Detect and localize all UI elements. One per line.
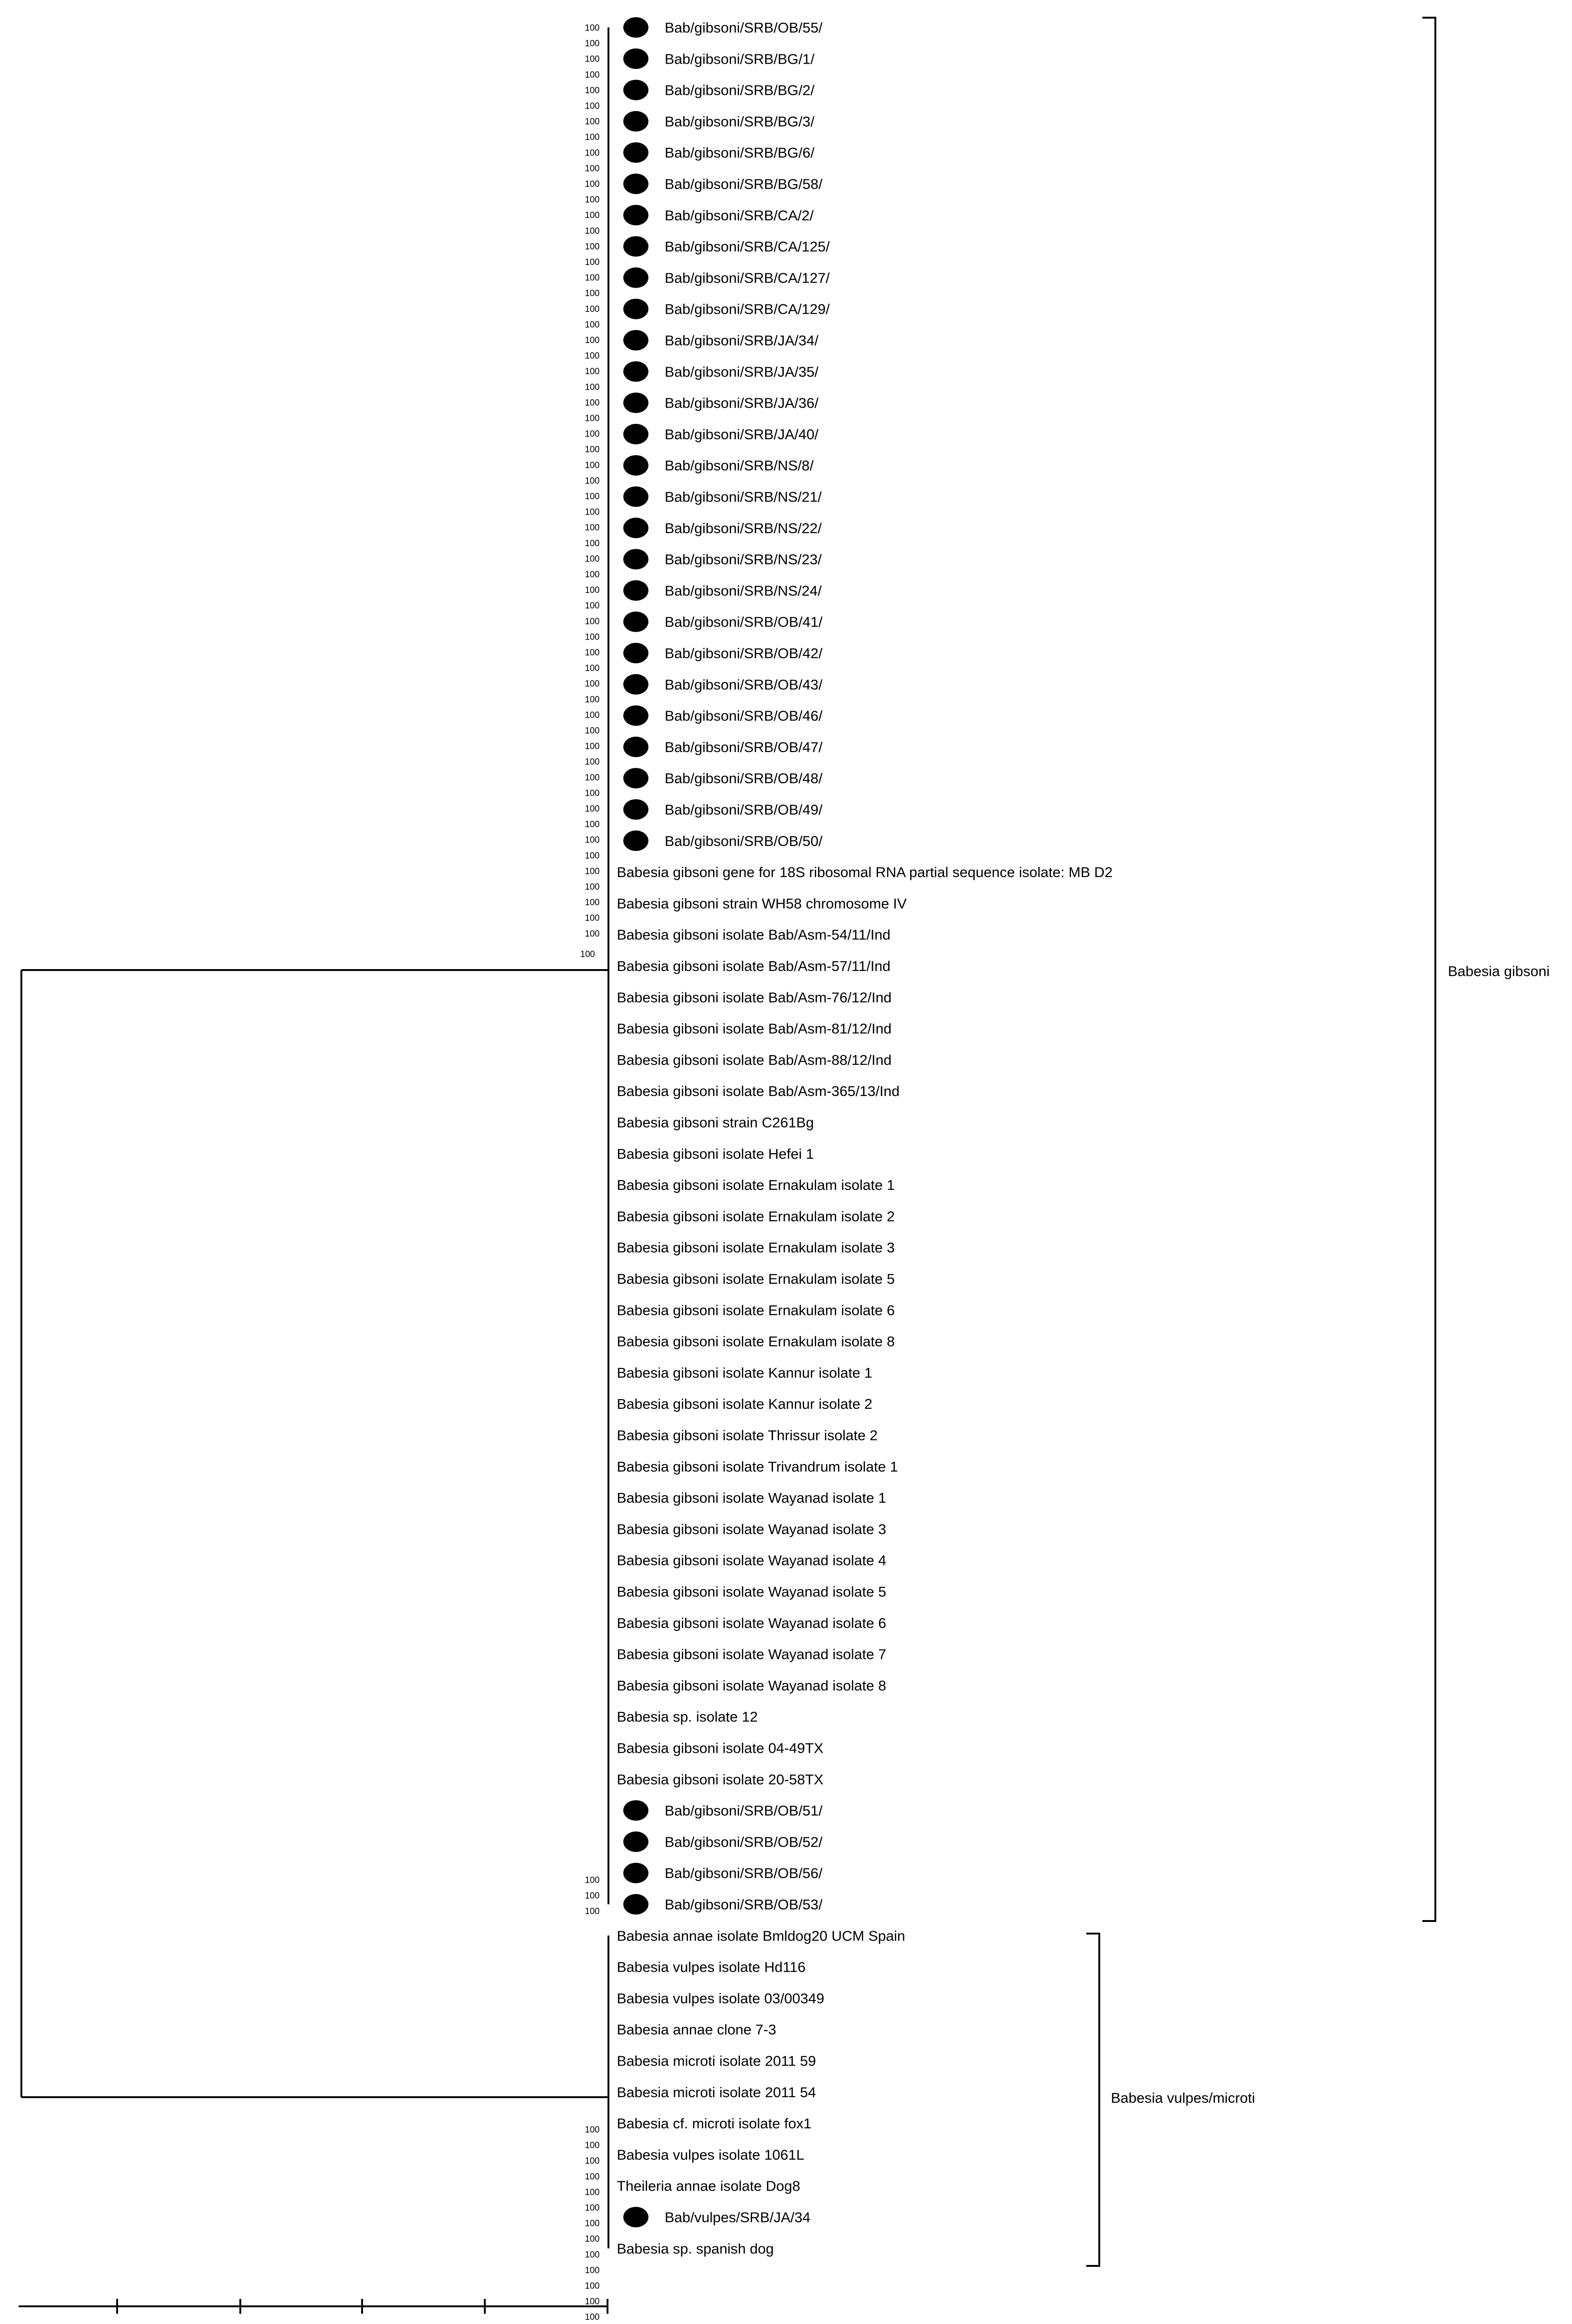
bootstrap-value: 100 — [585, 2281, 600, 2291]
taxon-label: Babesia gibsoni isolate Bab/Asm-88/12/Ind — [617, 1051, 892, 1068]
taxon-label: Bab/gibsoni/SRB/OB/50/ — [665, 832, 823, 849]
sample-dot-icon — [623, 330, 648, 350]
sample-dot-icon — [623, 17, 648, 38]
taxon-label: Bab/gibsoni/SRB/JA/40/ — [665, 426, 819, 442]
taxon-label: Bab/gibsoni/SRB/OB/46/ — [665, 707, 823, 724]
taxon-label: Bab/gibsoni/SRB/JA/35/ — [665, 363, 819, 380]
root-bootstrap-value: 100 — [580, 950, 595, 959]
taxon-label: Babesia vulpes isolate 03/00349 — [617, 1990, 825, 2007]
bootstrap-value: 100 — [585, 336, 600, 345]
taxon-label: Bab/gibsoni/SRB/OB/42/ — [665, 645, 823, 661]
bootstrap-value: 100 — [585, 819, 600, 830]
sample-dot-icon — [623, 737, 648, 757]
taxon-label: Bab/gibsoni/SRB/CA/2/ — [665, 207, 814, 224]
bootstrap-value: 100 — [585, 507, 600, 517]
bootstrap-value: 100 — [585, 257, 600, 267]
bootstrap-value: 100 — [585, 538, 600, 548]
bootstrap-value: 100 — [585, 86, 600, 96]
taxon-label: Babesia gibsoni isolate Wayanad isolate 8 — [617, 1677, 886, 1694]
taxon-label: Bab/gibsoni/SRB/CA/129/ — [665, 301, 830, 317]
bootstrap-value: 100 — [585, 851, 600, 861]
sample-dot-icon — [623, 174, 648, 194]
taxon-label: Bab/gibsoni/SRB/BG/58/ — [665, 176, 823, 192]
sample-dot-icon — [623, 643, 648, 663]
bootstrap-value: 100 — [585, 226, 600, 236]
bootstrap-value: 100 — [585, 398, 600, 408]
bootstrap-value: 100 — [585, 679, 600, 689]
bootstrap-value: 100 — [585, 2156, 600, 2166]
taxon-label: Babesia gibsoni isolate Wayanad isolate 6 — [617, 1615, 886, 1631]
sample-dot-icon — [623, 549, 648, 569]
taxon-label: Babesia gibsoni isolate Wayanad isolate 3 — [617, 1521, 886, 1538]
taxon-label: Babesia annae isolate Bmldog20 UCM Spain — [617, 1928, 905, 1944]
sample-dot-icon — [623, 299, 648, 319]
bootstrap-value: 100 — [585, 23, 600, 33]
bootstrap-value: 100 — [585, 70, 600, 80]
sample-dot-icon — [623, 205, 648, 225]
bootstrap-value: 100 — [585, 2187, 600, 2198]
sample-dot-icon — [623, 612, 648, 632]
taxon-label: Babesia gibsoni isolate Bab/Asm-365/13/Ind — [617, 1083, 900, 1100]
bootstrap-value: 100 — [585, 2234, 600, 2245]
bootstrap-value: 100 — [585, 304, 600, 314]
bootstrap-value: 100 — [585, 195, 600, 205]
taxon-label: Babesia gibsoni isolate Ernakulam isolate 1 — [617, 1177, 895, 1194]
bootstrap-value: 100 — [585, 616, 600, 627]
taxon-label: Babesia gibsoni isolate 20-58TX — [617, 1771, 824, 1788]
bootstrap-value: 100 — [585, 710, 600, 720]
bootstrap-value: 100 — [585, 2203, 600, 2213]
sample-dot-icon — [623, 236, 648, 257]
taxon-label: Babesia sp. isolate 12 — [617, 1709, 758, 1725]
taxon-label: Bab/gibsoni/SRB/NS/22/ — [665, 520, 822, 536]
sample-dot-icon — [623, 799, 648, 820]
taxon-label: Babesia gibsoni isolate Bab/Asm-57/11/Ind — [617, 958, 891, 974]
taxon-label: Babesia sp. spanish dog — [617, 2240, 774, 2257]
bootstrap-value: 100 — [585, 2265, 600, 2276]
taxon-label: Babesia gibsoni isolate Ernakulam isolate 8 — [617, 1333, 895, 1350]
sample-dot-icon — [623, 80, 648, 100]
taxon-label: Bab/gibsoni/SRB/OB/51/ — [665, 1802, 823, 1819]
sample-dot-icon — [623, 48, 648, 69]
taxon-label: Bab/gibsoni/SRB/CA/125/ — [665, 238, 830, 255]
sample-dot-icon — [623, 424, 648, 444]
sample-dot-icon — [623, 518, 648, 538]
vulpes-clade-label: Babesia vulpes/microti — [1111, 2090, 1255, 2106]
bootstrap-value: 100 — [585, 2312, 600, 2323]
sample-dot-icon — [623, 1894, 648, 1915]
bootstrap-value: 100 — [585, 117, 600, 127]
taxon-label: Babesia gibsoni strain WH58 chromosome IV — [617, 895, 907, 912]
bootstrap-value: 100 — [585, 632, 600, 642]
bootstrap-value: 100 — [585, 913, 600, 924]
bootstrap-value: 100 — [585, 741, 600, 752]
bootstrap-value: 100 — [585, 211, 600, 221]
bootstrap-value: 100 — [585, 2125, 600, 2135]
taxon-label: Babesia vulpes isolate 1061L — [617, 2146, 805, 2163]
taxon-label: Bab/gibsoni/SRB/OB/56/ — [665, 1865, 823, 1882]
bootstrap-value: 100 — [585, 492, 600, 502]
bootstrap-value: 100 — [585, 2250, 600, 2260]
taxon-label: Bab/gibsoni/SRB/OB/48/ — [665, 770, 823, 787]
sample-dot-icon — [623, 1831, 648, 1852]
bootstrap-value: 100 — [585, 39, 600, 49]
sample-dot-icon — [623, 111, 648, 132]
sample-dot-icon — [623, 1800, 648, 1821]
taxon-label: Bab/vulpes/SRB/JA/34 — [665, 2209, 811, 2225]
taxon-label: Babesia gibsoni isolate Bab/Asm-81/12/Ind — [617, 1020, 892, 1037]
bootstrap-values — [580, 23, 600, 2324]
bootstrap-value: 100 — [585, 273, 600, 283]
taxon-label: Babesia gibsoni isolate Thrissur isolate 2 — [617, 1427, 878, 1444]
taxon-label: Bab/gibsoni/SRB/OB/47/ — [665, 739, 823, 755]
taxon-label: Babesia gibsoni isolate Ernakulam isolate 6 — [617, 1302, 895, 1319]
taxon-label: Babesia gibsoni isolate Bab/Asm-54/11/Ind — [617, 926, 891, 943]
gibsoni-clade-bracket — [1422, 18, 1435, 1921]
taxon-labels — [617, 20, 1113, 2257]
bootstrap-value: 100 — [585, 1907, 600, 1917]
bootstrap-value: 100 — [585, 772, 600, 783]
sample-dot-icon — [623, 706, 648, 726]
taxon-label: Babesia vulpes isolate Hd116 — [617, 1959, 806, 1975]
sample-dot-icon — [623, 267, 648, 288]
taxon-label: Babesia gibsoni isolate Wayanad isolate 7 — [617, 1646, 886, 1663]
taxon-label: Bab/gibsoni/SRB/OB/53/ — [665, 1896, 823, 1913]
sample-dot-icon — [623, 1863, 648, 1883]
clade-brackets — [1086, 18, 1550, 2266]
vulpes-clade-bracket — [1086, 1934, 1099, 2266]
taxon-label: Bab/gibsoni/SRB/BG/6/ — [665, 145, 815, 161]
taxon-label: Bab/gibsoni/SRB/NS/8/ — [665, 457, 814, 474]
bootstrap-value: 100 — [585, 148, 600, 158]
taxon-label: Babesia gibsoni isolate 04-49TX — [617, 1740, 824, 1756]
bootstrap-value: 100 — [585, 694, 600, 705]
taxon-label: Babesia annae clone 7-3 — [617, 2021, 776, 2038]
bootstrap-value: 100 — [585, 414, 600, 423]
taxon-label: Babesia gibsoni isolate Bab/Asm-76/12/Ind — [617, 989, 892, 1006]
bootstrap-value: 100 — [585, 54, 600, 65]
taxon-label: Babesia gibsoni isolate Ernakulam isolate 2 — [617, 1208, 895, 1225]
taxon-label: Babesia gibsoni isolate Ernakulam isolate 5 — [617, 1271, 895, 1287]
bootstrap-value: 100 — [585, 929, 600, 939]
taxon-label: Babesia microti isolate 2011 54 — [617, 2084, 816, 2100]
bootstrap-value: 100 — [585, 663, 600, 673]
taxon-label: Bab/gibsoni/SRB/OB/43/ — [665, 676, 823, 693]
taxon-label: Babesia cf. microti isolate fox1 — [617, 2115, 812, 2132]
taxon-label: Bab/gibsoni/SRB/BG/2/ — [665, 82, 815, 99]
taxon-label: Bab/gibsoni/SRB/OB/49/ — [665, 801, 823, 818]
bootstrap-value: 100 — [585, 2218, 600, 2229]
bootstrap-value: 100 — [585, 179, 600, 189]
taxon-label: Bab/gibsoni/SRB/JA/36/ — [665, 395, 819, 411]
bootstrap-value: 100 — [585, 804, 600, 814]
bootstrap-value: 100 — [585, 601, 600, 611]
bootstrap-value: 100 — [585, 570, 600, 580]
bootstrap-value: 100 — [585, 460, 600, 470]
taxon-label: Babesia gibsoni isolate Ernakulam isolate 3 — [617, 1239, 895, 1256]
taxon-label: Bab/gibsoni/SRB/OB/41/ — [665, 614, 823, 630]
bootstrap-value: 100 — [585, 289, 600, 299]
bootstrap-value: 100 — [585, 101, 600, 111]
sample-dot-icon — [623, 393, 648, 413]
bootstrap-value: 100 — [585, 2297, 600, 2307]
sample-dot-icon — [623, 580, 648, 601]
sample-dot-icon — [623, 674, 648, 694]
taxon-label: Bab/gibsoni/SRB/NS/23/ — [665, 551, 822, 568]
sample-dot-icon — [623, 142, 648, 163]
sample-dot-icon — [623, 2207, 648, 2227]
taxon-label: Bab/gibsoni/SRB/OB/52/ — [665, 1834, 823, 1850]
taxon-label: Babesia gibsoni isolate Hefei 1 — [617, 1145, 814, 1162]
scale-bar — [19, 2299, 619, 2324]
taxon-label: Theileria annae isolate Dog8 — [617, 2178, 800, 2194]
bootstrap-value: 100 — [585, 320, 600, 330]
bootstrap-value: 100 — [585, 2140, 600, 2151]
bootstrap-value: 100 — [585, 788, 600, 799]
bootstrap-value: 100 — [585, 429, 600, 439]
sample-dot-icon — [623, 455, 648, 475]
bootstrap-value: 100 — [585, 445, 600, 455]
bootstrap-value: 100 — [585, 554, 600, 564]
sample-dot-icon — [623, 487, 648, 507]
tree-branches — [21, 27, 608, 2248]
taxon-label: Bab/gibsoni/SRB/NS/24/ — [665, 582, 822, 599]
bootstrap-value: 100 — [585, 898, 600, 908]
bootstrap-value: 100 — [585, 1875, 600, 1885]
taxon-label: Babesia gibsoni isolate Kannur isolate 1 — [617, 1364, 872, 1381]
bootstrap-value: 100 — [585, 132, 600, 143]
bootstrap-value: 100 — [585, 882, 600, 892]
bootstrap-value: 100 — [585, 585, 600, 595]
bootstrap-value: 100 — [585, 164, 600, 174]
taxon-label: Bab/gibsoni/SRB/BG/3/ — [665, 113, 815, 130]
taxon-label: Bab/gibsoni/SRB/BG/1/ — [665, 51, 815, 67]
bootstrap-value: 100 — [585, 2172, 600, 2182]
taxon-label: Babesia gibsoni gene for 18S ribosomal RNA partial sequence isolate: MB D2 — [617, 864, 1113, 881]
taxon-label: Babesia gibsoni strain C261Bg — [617, 1114, 814, 1131]
bootstrap-value: 100 — [585, 367, 600, 377]
taxon-label: Babesia gibsoni isolate Wayanad isolate 1 — [617, 1490, 886, 1506]
bootstrap-value: 100 — [585, 757, 600, 767]
sample-dot-icon — [623, 831, 648, 851]
bootstrap-value: 100 — [585, 382, 600, 392]
taxon-label: Bab/gibsoni/SRB/JA/34/ — [665, 332, 819, 349]
gibsoni-clade-label: Babesia gibsoni — [1448, 963, 1550, 979]
bootstrap-value: 100 — [585, 866, 600, 877]
bootstrap-value: 100 — [585, 726, 600, 736]
bootstrap-value: 100 — [585, 242, 600, 252]
bootstrap-value: 100 — [585, 351, 600, 361]
bootstrap-value: 100 — [585, 1891, 600, 1901]
sample-dot-icon — [623, 361, 648, 382]
taxon-label: Bab/gibsoni/SRB/CA/127/ — [665, 270, 830, 286]
taxon-label: Babesia gibsoni isolate Wayanad isolate 4 — [617, 1552, 886, 1569]
taxon-label: Bab/gibsoni/SRB/NS/21/ — [665, 489, 822, 505]
taxon-label: Babesia gibsoni isolate Kannur isolate 2 — [617, 1396, 872, 1413]
taxon-label: Bab/gibsoni/SRB/OB/55/ — [665, 20, 823, 36]
bootstrap-value: 100 — [585, 523, 600, 533]
bootstrap-value: 100 — [585, 835, 600, 845]
taxon-label: Babesia microti isolate 2011 59 — [617, 2053, 816, 2069]
bootstrap-value: 100 — [585, 476, 600, 486]
taxon-label: Babesia gibsoni isolate Wayanad isolate 5 — [617, 1584, 886, 1600]
sample-dot-icon — [623, 768, 648, 788]
taxon-label: Babesia gibsoni isolate Trivandrum isolate 1 — [617, 1458, 898, 1475]
bootstrap-value: 100 — [585, 648, 600, 658]
